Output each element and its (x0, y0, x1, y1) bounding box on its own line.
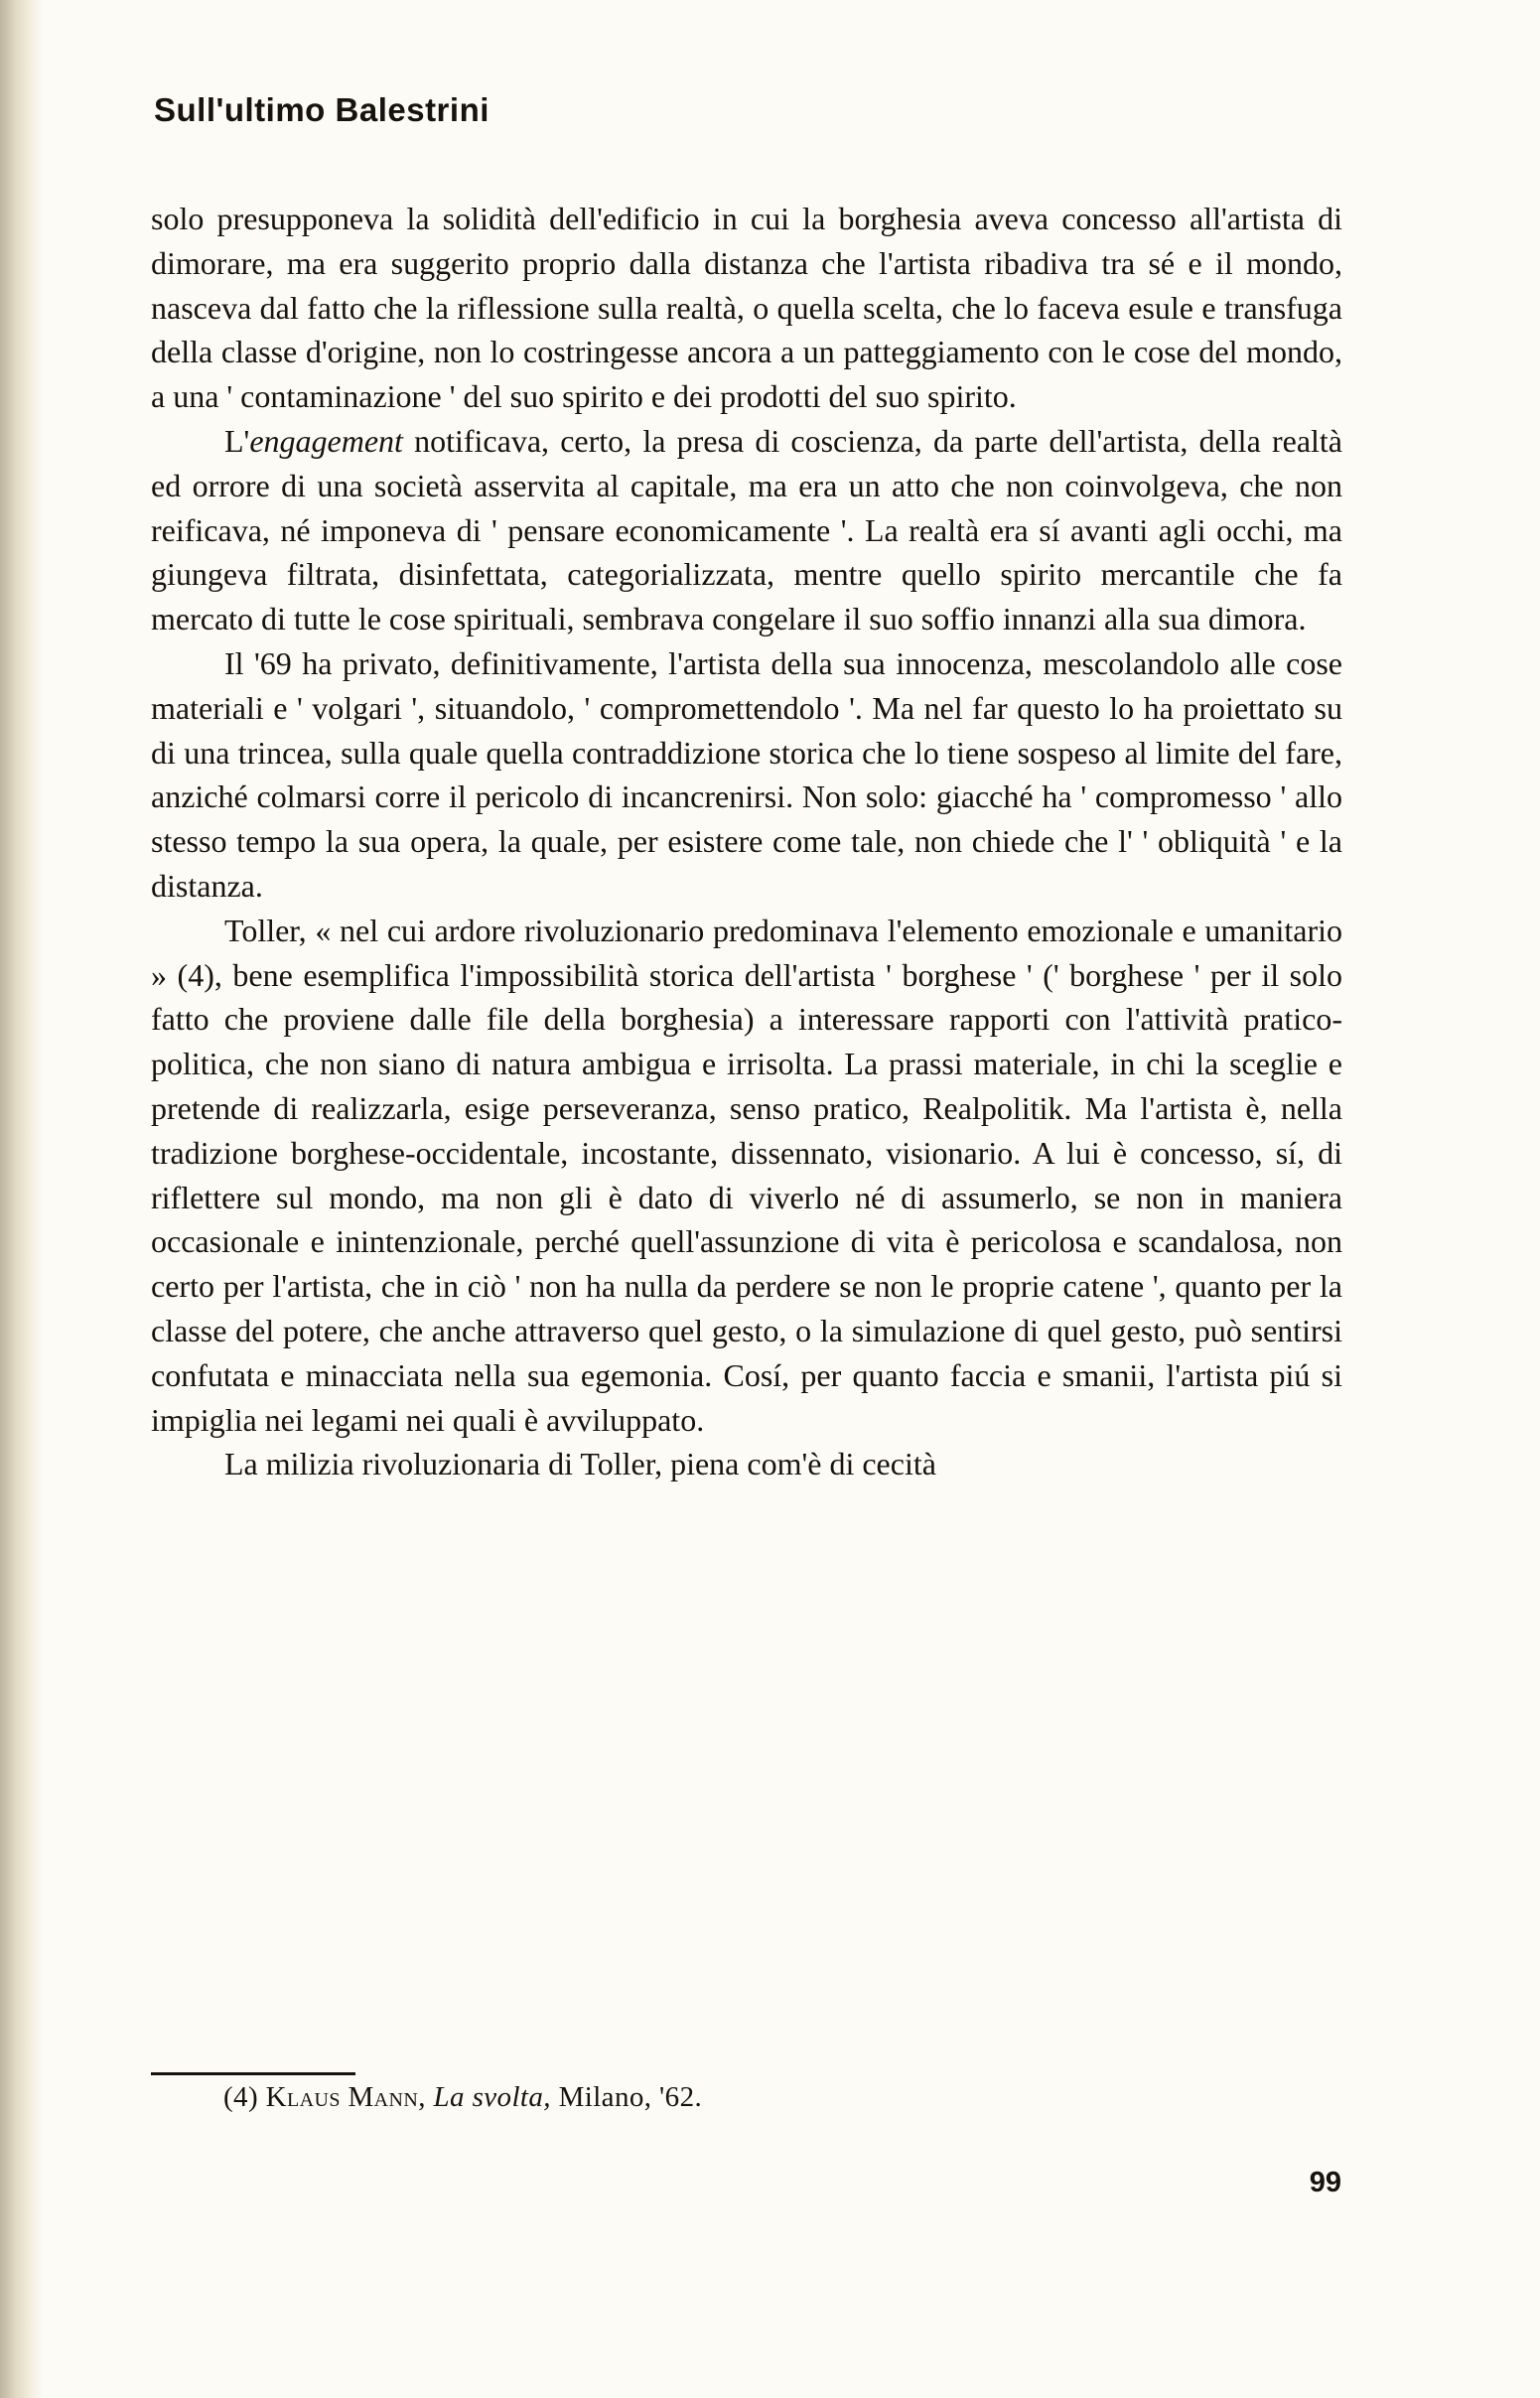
body-text (151, 197, 1342, 1486)
page-number: 99 (1309, 2167, 1341, 2198)
paragraph-3: Il '69 ha privato, definitivamente, l'artista della sua innocenza, mescolandolo alle cose materiali e ' volgari ', situandolo, ' compromettendolo '. Ma nel far questo lo ha proiettato su di una trincea, sulla quale quella contraddizione storica che lo tiene sospeso al limite del fare, anziché colmarsi corre il pericolo di incancrenirsi. Non solo: giacché ha ' compromesso ' allo stesso tempo la sua opera, la quale, per esistere come tale, non chiede che l' ' obliquità ' e la distanza. (151, 644, 1342, 904)
footnote (223, 2081, 702, 2114)
running-head: Sull'ultimo Balestrini (154, 91, 490, 128)
page-spine-shadow (0, 0, 44, 2398)
paragraph-4: Toller, « nel cui ardore rivoluzionario predominava l'elemento emozionale e umanitario » (4), bene esemplifica l'impossibilità storica dell'artista ' borghese ' (' borghese ' per il solo fatto che proviene dalle file della borghesia) a interessare rapporti con l'attività pratico-politica, che non siano di natura ambigua e irrisolta. La prassi materiale, in chi la sceglie e pretende di realizzarla, esige perseveranza, senso pratico, Realpolitik. Ma l'artista è, nella tradizione borghese-occidentale, incostante, dissennato, visionario. A lui è concesso, sí, di riflettere sul mondo, ma non gli è dato di viverlo né di assumerlo, se non in maniera occasionale e inintenzionale, perché quell'assunzione di vita è pericolosa e scandalosa, non certo per l'artista, che in ciò ' non ha nulla da perdere se non le proprie catene ', quanto per la classe del potere, che anche attraverso quel gesto, o la simulazione di quel gesto, può sentirsi confutata e minacciata nella sua egemonia. Cosí, per quanto faccia e smanii, l'artista piú si impiglia nei legami nei quali è avviluppato. (151, 912, 1342, 1438)
footnote-rule (151, 2072, 355, 2075)
engagement-italic: engagement (249, 422, 403, 459)
paragraph-1: solo presupponeva la solidità dell'edificio in cui la borghesia aveva concesso all'artista di dimorare, ma era suggerito proprio dalla distanza che l'artista ribadiva tra sé e il mondo, nasceva dal fatto che la riflessione sulla realtà, o quella scelta, che lo faceva esule e transfuga della classe d'origine, non lo costringesse ancora a un patteggiamento con le cose del mondo, a una ' contaminazione ' del suo spirito e dei prodotti del suo spirito. (151, 201, 1342, 415)
paragraph-2: L'engagement notificava, certo, la presa di coscienza, da parte dell'artista, della realtà ed orrore di una società asservita al capitale, ma era un atto che non coinvolgeva, che non reificava, né imponeva di ' pensare economicamente '. La realtà era sí avanti agli occhi, ma giungeva filtrata, disinfettata, categorializzata, mentre quello spirito mercantile che fa mercato di tutte le cose spirituali, sembrava congelare il suo soffio innanzi alla sua dimora. (151, 422, 1342, 637)
footnote-rest: Milano, '62. (558, 2081, 703, 2113)
footnote-author: Klaus Mann, (265, 2081, 426, 2113)
paragraph-5: La milizia rivoluzionaria di Toller, piena com'è di cecità (224, 1446, 936, 1482)
footnote-title: La svolta, (433, 2081, 551, 2113)
footnote-number: (4) (223, 2081, 259, 2113)
